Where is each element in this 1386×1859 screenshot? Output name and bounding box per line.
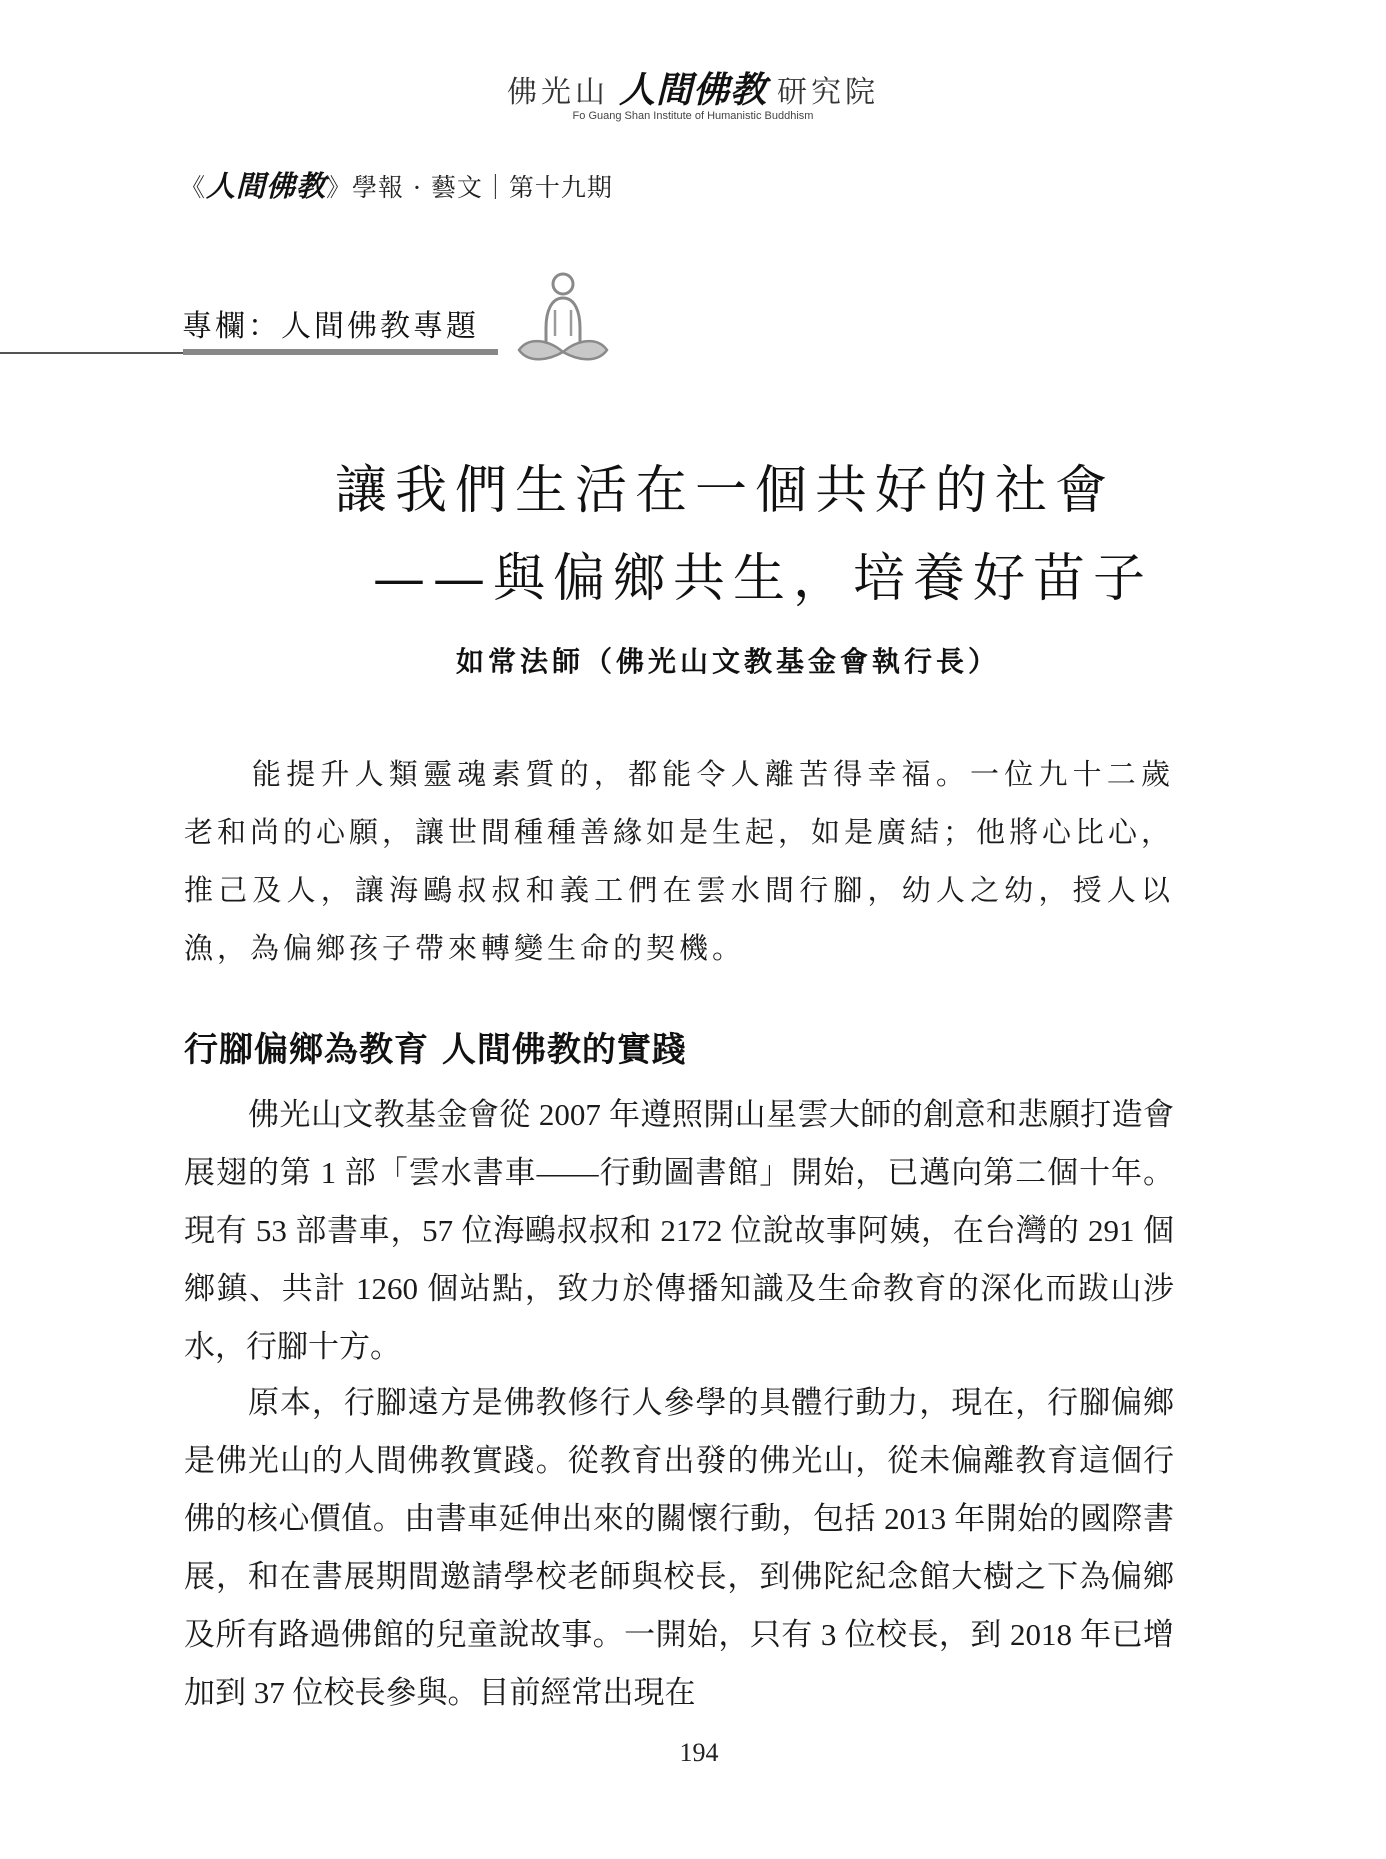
journal-brand-logo: 人間佛教	[206, 169, 327, 203]
section-heading: 行腳偏鄉為教育 人間佛教的實踐	[184, 1030, 687, 1070]
column-label: 專欄：人間佛教專題	[182, 309, 479, 344]
body-paragraph-2: 原本，行腳遠方是佛教修行人參學的具體行動力，現在，行腳偏鄉是佛光山的人間佛教實踐。從教育出發的佛光山，從未偏離教育這個行佛的核心價值。由書車延伸出來的關懷行動，包括 2013 年開始的國際書展，和在書展期間邀請學校老師與校長，到佛陀紀念館大樹之下為偏鄉及所有路過佛館的兒童說故事。一開始，只有 3 位校長，到 2018 年已增加到 37 位校長參與。目前經常出現在	[184, 1385, 1174, 1710]
page-number: 194	[679, 1738, 719, 1767]
journal-header	[180, 164, 613, 205]
institute-name-pre: 佛光山	[506, 75, 609, 110]
article-title-line-2: ——與偏鄉共生，培養好苗子	[372, 549, 1153, 609]
article-author: 如常法師（佛光山文教基金會執行長）	[455, 645, 1000, 678]
body-paragraph-1: 佛光山文教基金會從 2007 年遵照開山星雲大師的創意和悲願打造會展翅的第 1 部「雲水書車——行動圖書館」開始，已邁向第二個十年。現有 53 部書車，57 位海鷗叔叔和 2172 位說故事阿姨，在台灣的 291 個鄉鎮、共計 1260 個站點，致力於傳播知識及生命教育的深化而跋山涉水，行腳十方。	[184, 1097, 1174, 1364]
meditation-figure-icon	[513, 268, 613, 368]
institute-english-name: Fo Guang Shan Institute of Humanistic Buddhism	[572, 110, 814, 122]
journal-issue-info: 》學報 · 藝文｜第十九期	[326, 173, 613, 202]
article-title-line-1: 讓我們生活在一個共好的社會	[334, 461, 1115, 521]
institute-brand-logo: 人間佛教	[618, 70, 767, 111]
column-underline	[183, 349, 498, 355]
institute-name-post: 研究院	[777, 75, 879, 110]
institute-header	[0, 62, 1386, 113]
abstract-paragraph: 能提升人類靈魂素質的，都能令人離苦得幸福。一位九十二歲老和尚的心願，讓世間種種善緣如是生起，如是廣結；他將心比心，推己及人，讓海鷗叔叔和義工們在雲水間行腳，幼人之幼，授人以漁，為偏鄉孩子帶來轉變生命的契機。	[184, 757, 1175, 965]
journal-open-bracket: 《	[180, 173, 207, 202]
